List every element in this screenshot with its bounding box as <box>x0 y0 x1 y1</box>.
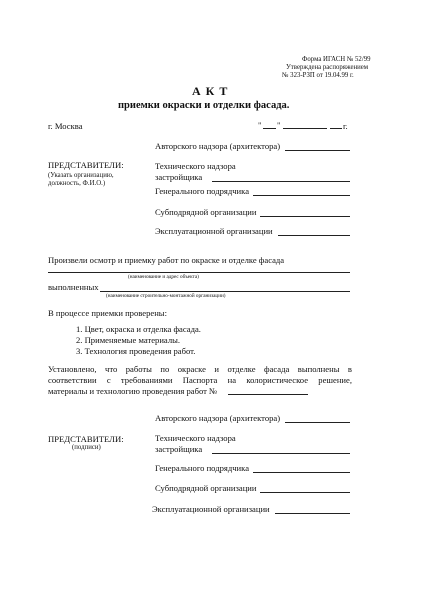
document-title: АКТ <box>192 84 233 98</box>
checked-item-1: 1. Цвет, окраска и отделка фасада. <box>76 324 201 334</box>
author-supervision-sign-label: Авторского надзора (архитектора) <box>155 413 281 423</box>
city: г. Москва <box>48 121 83 131</box>
signatures-hint: (подписи) <box>72 444 101 451</box>
date-quote-close: " <box>277 120 281 130</box>
checked-intro: В процессе приемки проверены: <box>48 308 167 318</box>
subcontractor-sign-field[interactable] <box>260 492 350 493</box>
tech-supervision-label: Технического надзора <box>155 161 236 171</box>
author-supervision-label: Авторского надзора (архитектора) <box>155 141 281 151</box>
subcontractor-sign-label: Субподрядной организации <box>155 483 257 493</box>
object-field[interactable] <box>48 272 350 273</box>
tech-supervision-sign-label: Технического надзора <box>155 433 236 443</box>
checked-item-3: 3. Технология проведения работ. <box>76 346 196 356</box>
representatives-label: ПРЕДСТАВИТЕЛИ: <box>48 160 124 170</box>
date-day-field[interactable] <box>263 128 276 129</box>
tech-supervision-sign-field[interactable] <box>212 453 350 454</box>
general-contractor-label: Генерального подрядчика <box>155 186 250 196</box>
author-supervision-sign-field[interactable] <box>285 422 350 423</box>
conclusion-line-1: Установлено, что работы по окраске и отделке фасада выполнены в <box>48 364 352 374</box>
subcontractor-field[interactable] <box>260 216 350 217</box>
inspection-statement: Произвели осмотр и приемку работ по окраске и отделке фасада <box>48 255 285 265</box>
performed-label: выполненных <box>48 282 99 292</box>
general-contractor-field[interactable] <box>253 195 350 196</box>
operating-org-label: Эксплуатационной организации <box>155 226 273 236</box>
general-contractor-sign-label: Генерального подрядчика <box>155 463 250 473</box>
date-year-suffix: г. <box>343 121 348 131</box>
representatives-hint-org: (Указать организацию, <box>48 172 114 179</box>
form-number: Форма ИГАСН № 52/99 <box>302 56 371 63</box>
tech-supervision-field[interactable] <box>212 181 350 182</box>
document-subtitle: приемки окраски и отделки фасада. <box>118 100 290 111</box>
operating-org-sign-label: Эксплуатационной организации <box>152 504 270 514</box>
date-month-field[interactable] <box>283 128 327 129</box>
representatives-sign-label: ПРЕДСТАВИТЕЛИ: <box>48 434 124 444</box>
passport-number-field[interactable] <box>228 394 308 395</box>
representatives-hint-position: должность, Ф.И.О.) <box>48 180 106 187</box>
conclusion-line-2: соответствии с требованиями Паспорта на колористическое решение, <box>48 375 352 385</box>
developer-label: застройщика <box>155 172 203 182</box>
date-quote-open: " <box>258 120 262 130</box>
form-approval: Утверждена распоряжением <box>286 64 369 71</box>
subcontractor-label: Субподрядной организации <box>155 207 257 217</box>
developer-sign-label: застройщика <box>155 444 203 454</box>
operating-org-sign-field[interactable] <box>275 513 350 514</box>
author-supervision-field[interactable] <box>285 150 350 151</box>
conclusion-line-3: материалы и технологию проведения работ № <box>48 386 218 396</box>
operating-org-field[interactable] <box>278 235 350 236</box>
checked-item-2: 2. Применяемые материалы. <box>76 335 181 345</box>
date-year-field[interactable] <box>330 128 342 129</box>
object-hint: (наименование и адрес объекта) <box>128 274 199 280</box>
contractor-org-field[interactable] <box>100 291 350 292</box>
form-order-number: № 323-РЗП от 19.04.99 г. <box>282 72 354 79</box>
general-contractor-sign-field[interactable] <box>253 472 350 473</box>
contractor-org-hint: (наименование строительно-монтажной организации) <box>106 293 226 299</box>
